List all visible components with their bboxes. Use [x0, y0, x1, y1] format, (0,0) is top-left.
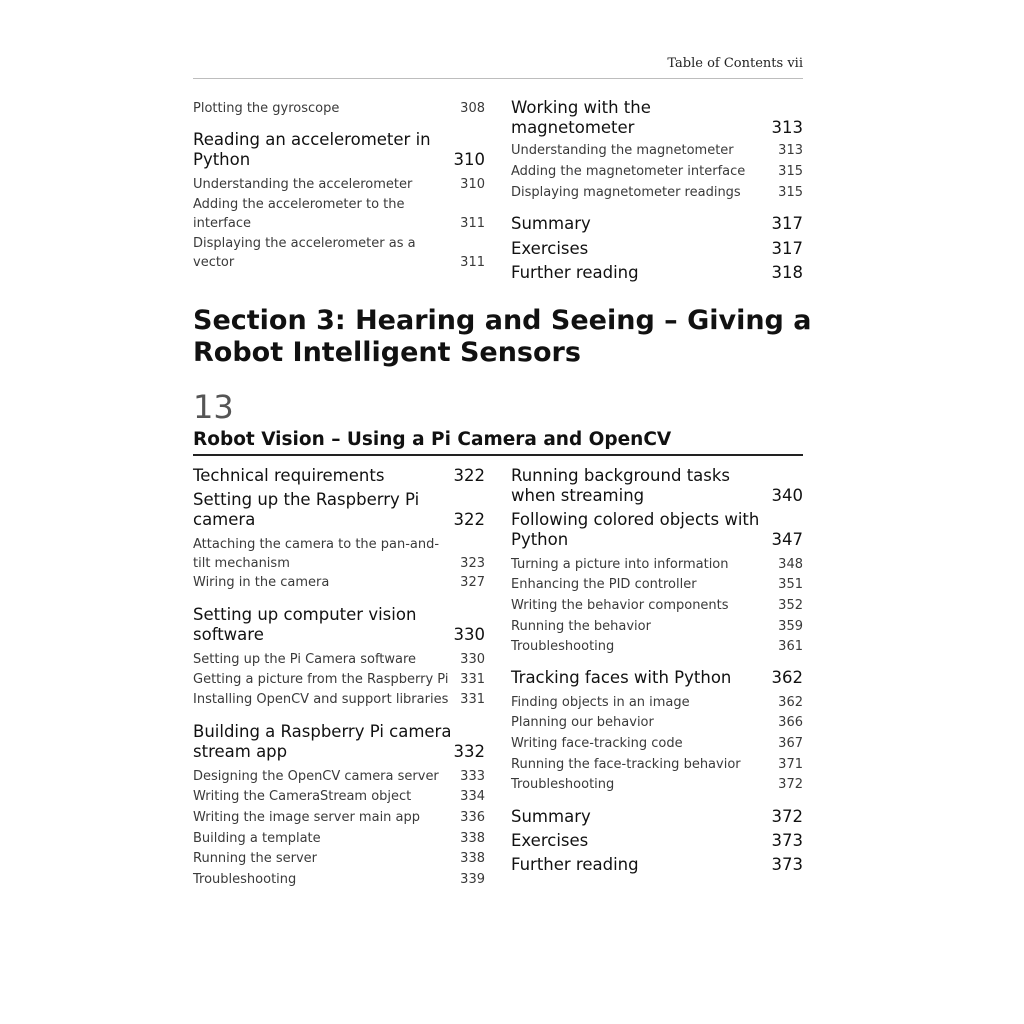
toc-subentry[interactable] — [511, 183, 803, 202]
header-divider — [193, 78, 803, 79]
toc-subentry[interactable] — [511, 575, 803, 594]
toc-page-number: 327 — [460, 575, 485, 590]
toc-subentry[interactable] — [193, 670, 485, 689]
toc-entry-title: Plotting the gyroscope — [193, 101, 340, 116]
toc-page-number: 373 — [771, 855, 803, 874]
chapter-divider — [193, 454, 803, 456]
toc-page-number: 362 — [771, 668, 803, 687]
toc-page-number: 317 — [771, 239, 803, 258]
toc-page-number: 315 — [778, 185, 803, 200]
toc-entry-title: Wiring in the camera — [193, 575, 330, 590]
toc-page-number: 317 — [771, 214, 803, 233]
toc-subentry[interactable] — [511, 596, 803, 615]
toc-entry-title: Troubleshooting — [511, 639, 615, 654]
toc-entry-title: Summary — [511, 807, 591, 826]
toc-entry-title: Understanding the magnetometer — [511, 143, 734, 158]
toc-page-number: 315 — [778, 164, 803, 179]
toc-heading-entry[interactable] — [193, 466, 485, 486]
toc-page-number: 338 — [460, 851, 485, 866]
toc-page-number: 308 — [460, 101, 485, 116]
toc-page-number: 331 — [460, 692, 485, 707]
toc-page-number: 351 — [778, 577, 803, 592]
toc-page-number: 373 — [771, 831, 803, 850]
toc-entry-title: Planning our behavior — [511, 715, 654, 730]
toc-heading-entry[interactable] — [511, 855, 803, 875]
toc-subentry[interactable] — [193, 787, 485, 806]
toc-page-number: 330 — [460, 652, 485, 667]
toc-page-number: 322 — [453, 510, 485, 529]
toc-entry-title: Getting a picture from the Raspberry Pi — [193, 672, 449, 687]
toc-subentry[interactable] — [511, 734, 803, 753]
toc-subentry[interactable] — [193, 690, 485, 709]
toc-page-number: 310 — [453, 150, 485, 169]
toc-entry-title: Designing the OpenCV camera server — [193, 769, 439, 784]
toc-heading-entry[interactable] — [193, 605, 485, 645]
toc-entry-title: Setting up the Raspberry Pi camera — [193, 490, 420, 529]
toc-subentry[interactable] — [193, 234, 485, 272]
toc-subentry[interactable] — [511, 162, 803, 181]
toc-heading-entry[interactable] — [511, 214, 803, 234]
toc-page-number: 362 — [778, 695, 803, 710]
running-head: Table of Contents vii — [667, 56, 803, 71]
toc-entry-title: Building a Raspberry Pi camera stream app — [193, 722, 452, 761]
toc-page-number: 323 — [460, 556, 485, 571]
toc-subentry[interactable] — [193, 573, 485, 592]
toc-subentry[interactable] — [193, 175, 485, 194]
toc-page-number: 334 — [460, 789, 485, 804]
toc-subentry[interactable] — [193, 808, 485, 827]
toc-entry-title: Attaching the camera to the pan-and-tilt mechanism — [193, 537, 440, 571]
toc-subentry[interactable] — [511, 775, 803, 794]
toc-page-number: 339 — [460, 872, 485, 887]
toc-page-number: 352 — [778, 598, 803, 613]
toc-subentry[interactable] — [193, 829, 485, 848]
toc-subentry[interactable] — [193, 535, 485, 573]
toc-page-number: 371 — [778, 757, 803, 772]
toc-heading-entry[interactable] — [193, 130, 485, 170]
toc-subentry[interactable] — [193, 849, 485, 868]
toc-page-number: 336 — [460, 810, 485, 825]
toc-heading-entry[interactable] — [511, 807, 803, 827]
toc-entry-title: Understanding the accelerometer — [193, 177, 413, 192]
toc-heading-entry[interactable] — [511, 239, 803, 259]
toc-page-number: 311 — [460, 216, 485, 231]
toc-page-number: 331 — [460, 672, 485, 687]
toc-entry-title: Writing the image server main app — [193, 810, 421, 825]
toc-entry-title: Adding the accelerometer to the interface — [193, 197, 405, 231]
toc-page-number: 359 — [778, 619, 803, 634]
toc-page-number: 322 — [453, 466, 485, 485]
toc-entry-title: Installing OpenCV and support libraries — [193, 692, 449, 707]
toc-entry-title: Running the behavior — [511, 619, 651, 634]
toc-entry-title: Further reading — [511, 855, 639, 874]
toc-page-number: 310 — [460, 177, 485, 192]
toc-entry-title: Setting up computer vision software — [193, 605, 417, 644]
toc-page-number: 313 — [771, 118, 803, 137]
toc-page-number: 333 — [460, 769, 485, 784]
toc-entry-title: Enhancing the PID controller — [511, 577, 697, 592]
toc-entry-title: Adding the magnetometer interface — [511, 164, 746, 179]
toc-subentry[interactable] — [193, 99, 485, 118]
toc-subentry[interactable] — [193, 870, 485, 889]
toc-entry-title: Troubleshooting — [511, 777, 615, 792]
toc-entry-title: Running background tasks when streaming — [511, 466, 731, 505]
toc-heading-entry[interactable] — [511, 510, 803, 550]
toc-entry-title: Following colored objects with Python — [511, 510, 760, 549]
toc-entry-title: Exercises — [511, 239, 589, 258]
toc-entry-title: Running the face-tracking behavior — [511, 757, 741, 772]
toc-entry-title: Writing face-tracking code — [511, 736, 683, 751]
toc-page-number: 348 — [778, 557, 803, 572]
toc-page-number: 361 — [778, 639, 803, 654]
toc-entry-title: Displaying magnetometer readings — [511, 185, 741, 200]
toc-page-number: 318 — [771, 263, 803, 282]
toc-subentry[interactable] — [511, 637, 803, 656]
toc-subentry[interactable] — [511, 617, 803, 636]
chapter-title: Robot Vision – Using a Pi Camera and OpenCV — [193, 429, 672, 450]
toc-heading-entry[interactable] — [511, 831, 803, 851]
toc-page-number: 372 — [778, 777, 803, 792]
chapter-number: 13 — [193, 388, 234, 426]
toc-page-number: 332 — [453, 742, 485, 761]
toc-subentry[interactable] — [511, 755, 803, 774]
toc-page-number: 311 — [460, 255, 485, 270]
toc-subentry[interactable] — [193, 195, 485, 233]
toc-heading-entry[interactable] — [193, 722, 485, 762]
toc-subentry[interactable] — [511, 141, 803, 160]
toc-heading-entry[interactable] — [193, 490, 485, 530]
toc-entry-title: Tracking faces with Python — [511, 668, 732, 687]
toc-page-number: 338 — [460, 831, 485, 846]
toc-subentry[interactable] — [511, 713, 803, 732]
toc-entry-title: Displaying the accelerometer as a vector — [193, 236, 416, 270]
toc-subentry[interactable] — [511, 555, 803, 574]
section-title: Section 3: Hearing and Seeing – Giving a Robot Intelligent Sensors — [193, 305, 812, 368]
toc-entry-title: Turning a picture into information — [511, 557, 729, 572]
toc-entry-title: Running the server — [193, 851, 318, 866]
toc-subentry[interactable] — [193, 767, 485, 786]
toc-entry-title: Working with the magnetometer — [511, 98, 651, 137]
toc-heading-entry[interactable] — [511, 263, 803, 283]
toc-page-number: 330 — [453, 625, 485, 644]
toc-heading-entry[interactable] — [511, 668, 803, 688]
toc-entry-title: Troubleshooting — [193, 872, 297, 887]
toc-entry-title: Exercises — [511, 831, 589, 850]
toc-page-number: 372 — [771, 807, 803, 826]
toc-entry-title: Building a template — [193, 831, 321, 846]
toc-page-number: 367 — [778, 736, 803, 751]
toc-page-number: 313 — [778, 143, 803, 158]
toc-heading-entry[interactable] — [511, 98, 803, 138]
toc-entry-title: Reading an accelerometer in Python — [193, 130, 431, 169]
toc-subentry[interactable] — [193, 650, 485, 669]
toc-entry-title: Writing the CameraStream object — [193, 789, 412, 804]
toc-entry-title: Writing the behavior components — [511, 598, 729, 613]
toc-entry-title: Finding objects in an image — [511, 695, 690, 710]
toc-entry-title: Further reading — [511, 263, 639, 282]
toc-page-number: 366 — [778, 715, 803, 730]
toc-entry-title: Technical requirements — [193, 466, 385, 485]
toc-subentry[interactable] — [511, 693, 803, 712]
toc-entry-title: Setting up the Pi Camera software — [193, 652, 417, 667]
toc-entry-title: Summary — [511, 214, 591, 233]
toc-heading-entry[interactable] — [511, 466, 803, 506]
toc-page-number: 340 — [771, 486, 803, 505]
toc-page-number: 347 — [771, 530, 803, 549]
